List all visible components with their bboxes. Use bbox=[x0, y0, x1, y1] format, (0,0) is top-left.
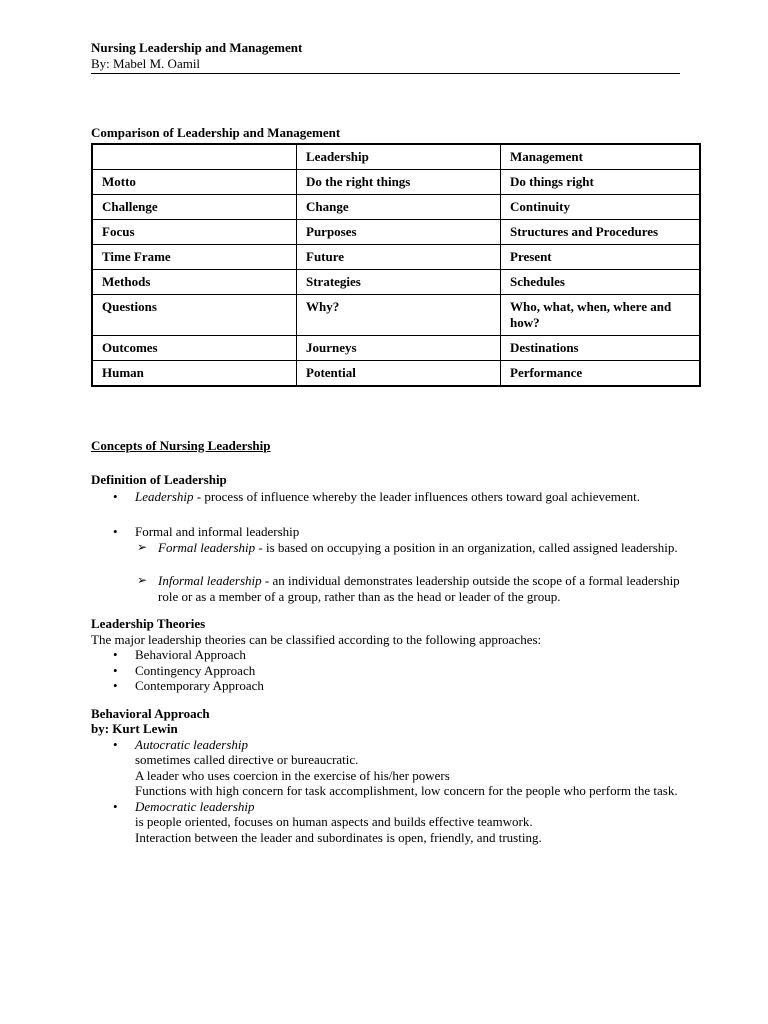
term-informal-leadership: Informal leadership bbox=[158, 573, 262, 588]
table-cell: Continuity bbox=[501, 195, 701, 220]
bullet-icon: • bbox=[113, 647, 118, 662]
autocratic-line: A leader who uses coercion in the exercise of his/her powers bbox=[135, 767, 450, 783]
autocratic-line: Functions with high concern for task accomplishment, low concern for the people who perform the task. bbox=[135, 783, 678, 798]
table-cell: Motto bbox=[92, 170, 297, 195]
document-body bbox=[91, 438, 691, 845]
bullet-icon: • bbox=[113, 524, 118, 539]
term-democratic: Democratic leadership bbox=[135, 798, 255, 814]
table-cell: Who, what, when, where and how? bbox=[501, 295, 701, 336]
table-row bbox=[92, 245, 700, 270]
formal-leadership-text: - is based on occupying a position in an organization, called assigned leadership. bbox=[255, 539, 678, 555]
table-cell: Do things right bbox=[501, 170, 701, 195]
table-row bbox=[92, 220, 700, 245]
table-row bbox=[92, 295, 700, 336]
table-header-cell: Management bbox=[501, 144, 701, 170]
bullet-icon: • bbox=[113, 736, 118, 752]
table-header-row bbox=[92, 144, 700, 170]
table-row bbox=[92, 336, 700, 361]
theory-label: Contingency Approach bbox=[135, 662, 256, 678]
subheading-behavioral: Behavioral Approach bbox=[91, 705, 210, 721]
bullet-icon: • bbox=[113, 489, 118, 504]
theory-label: Behavioral Approach bbox=[135, 647, 246, 662]
democratic-line: Interaction between the leader and subordinates is open, friendly, and trusting. bbox=[135, 829, 542, 845]
table-header-cell: Leadership bbox=[297, 144, 501, 170]
list-item-theory bbox=[91, 678, 691, 694]
table-row bbox=[92, 195, 700, 220]
list-item-autocratic bbox=[91, 737, 691, 753]
bullet-icon: • bbox=[113, 662, 118, 678]
document-title: Nursing Leadership and Management bbox=[91, 40, 303, 55]
theory-label: Contemporary Approach bbox=[135, 678, 264, 693]
list-item-leadership-definition bbox=[91, 487, 691, 506]
table-cell: Performance bbox=[501, 361, 701, 387]
table-cell: Strategies bbox=[297, 270, 501, 295]
table-row bbox=[92, 270, 700, 295]
term-leadership: Leadership bbox=[135, 489, 194, 504]
table-cell: Schedules bbox=[501, 270, 701, 295]
list-item-theory bbox=[91, 647, 691, 663]
definition-text: - process of influence whereby the leader influences others toward goal achievement. bbox=[193, 489, 641, 504]
arrow-bullet-icon: ➢ bbox=[137, 539, 148, 554]
informal-leadership-text: - an individual demonstrates leadership outside the scope of a formal leadership role or as a member of a group, rather than as the head or leader of the group. bbox=[158, 573, 680, 604]
section-heading-concepts: Concepts of Nursing Leadership bbox=[91, 438, 271, 453]
table-title: Comparison of Leadership and Management bbox=[91, 125, 341, 140]
theories-intro: The major leadership theories can be classified according to the following approaches: bbox=[91, 631, 542, 647]
table-cell: Methods bbox=[92, 270, 297, 295]
formal-informal-label: Formal and informal leadership bbox=[135, 524, 300, 539]
comparison-table bbox=[91, 143, 701, 387]
table-cell: Why? bbox=[297, 295, 501, 336]
table-cell: Structures and Procedures bbox=[501, 220, 701, 245]
behavioral-author: by: Kurt Lewin bbox=[91, 721, 178, 736]
democratic-line: is people oriented, focuses on human aspects and builds effective teamwork. bbox=[135, 814, 533, 829]
list-item-democratic bbox=[91, 799, 691, 815]
table-row bbox=[92, 170, 700, 195]
bullet-icon: • bbox=[113, 678, 118, 693]
table-cell: Purposes bbox=[297, 220, 501, 245]
term-formal-leadership: Formal leadership bbox=[158, 539, 256, 555]
list-item-theory bbox=[91, 663, 691, 679]
table-cell: Time Frame bbox=[92, 245, 297, 270]
sub-item-formal bbox=[91, 540, 691, 556]
table-row bbox=[92, 361, 700, 387]
table-cell: Potential bbox=[297, 361, 501, 387]
subheading-theories: Leadership Theories bbox=[91, 616, 206, 631]
sub-item-informal bbox=[91, 573, 691, 604]
list-item-formal-informal bbox=[91, 524, 691, 540]
bullet-icon: • bbox=[113, 798, 118, 814]
table-cell: Destinations bbox=[501, 336, 701, 361]
page-header bbox=[91, 40, 680, 74]
table-cell: Questions bbox=[92, 295, 297, 336]
autocratic-line: sometimes called directive or bureaucratic. bbox=[135, 752, 359, 767]
table-cell: Journeys bbox=[297, 336, 501, 361]
document-author: By: Mabel M. Oamil bbox=[91, 56, 201, 71]
arrow-bullet-icon: ➢ bbox=[137, 573, 148, 587]
table-cell: Future bbox=[297, 245, 501, 270]
table-cell: Outcomes bbox=[92, 336, 297, 361]
table-header-cell bbox=[92, 144, 297, 170]
term-autocratic: Autocratic leadership bbox=[135, 736, 249, 752]
subheading-definition: Definition of Leadership bbox=[91, 471, 227, 487]
table-cell: Do the right things bbox=[297, 170, 501, 195]
table-cell: Change bbox=[297, 195, 501, 220]
table-cell: Challenge bbox=[92, 195, 297, 220]
table-cell: Human bbox=[92, 361, 297, 387]
table-cell: Focus bbox=[92, 220, 297, 245]
table-cell: Present bbox=[501, 245, 701, 270]
